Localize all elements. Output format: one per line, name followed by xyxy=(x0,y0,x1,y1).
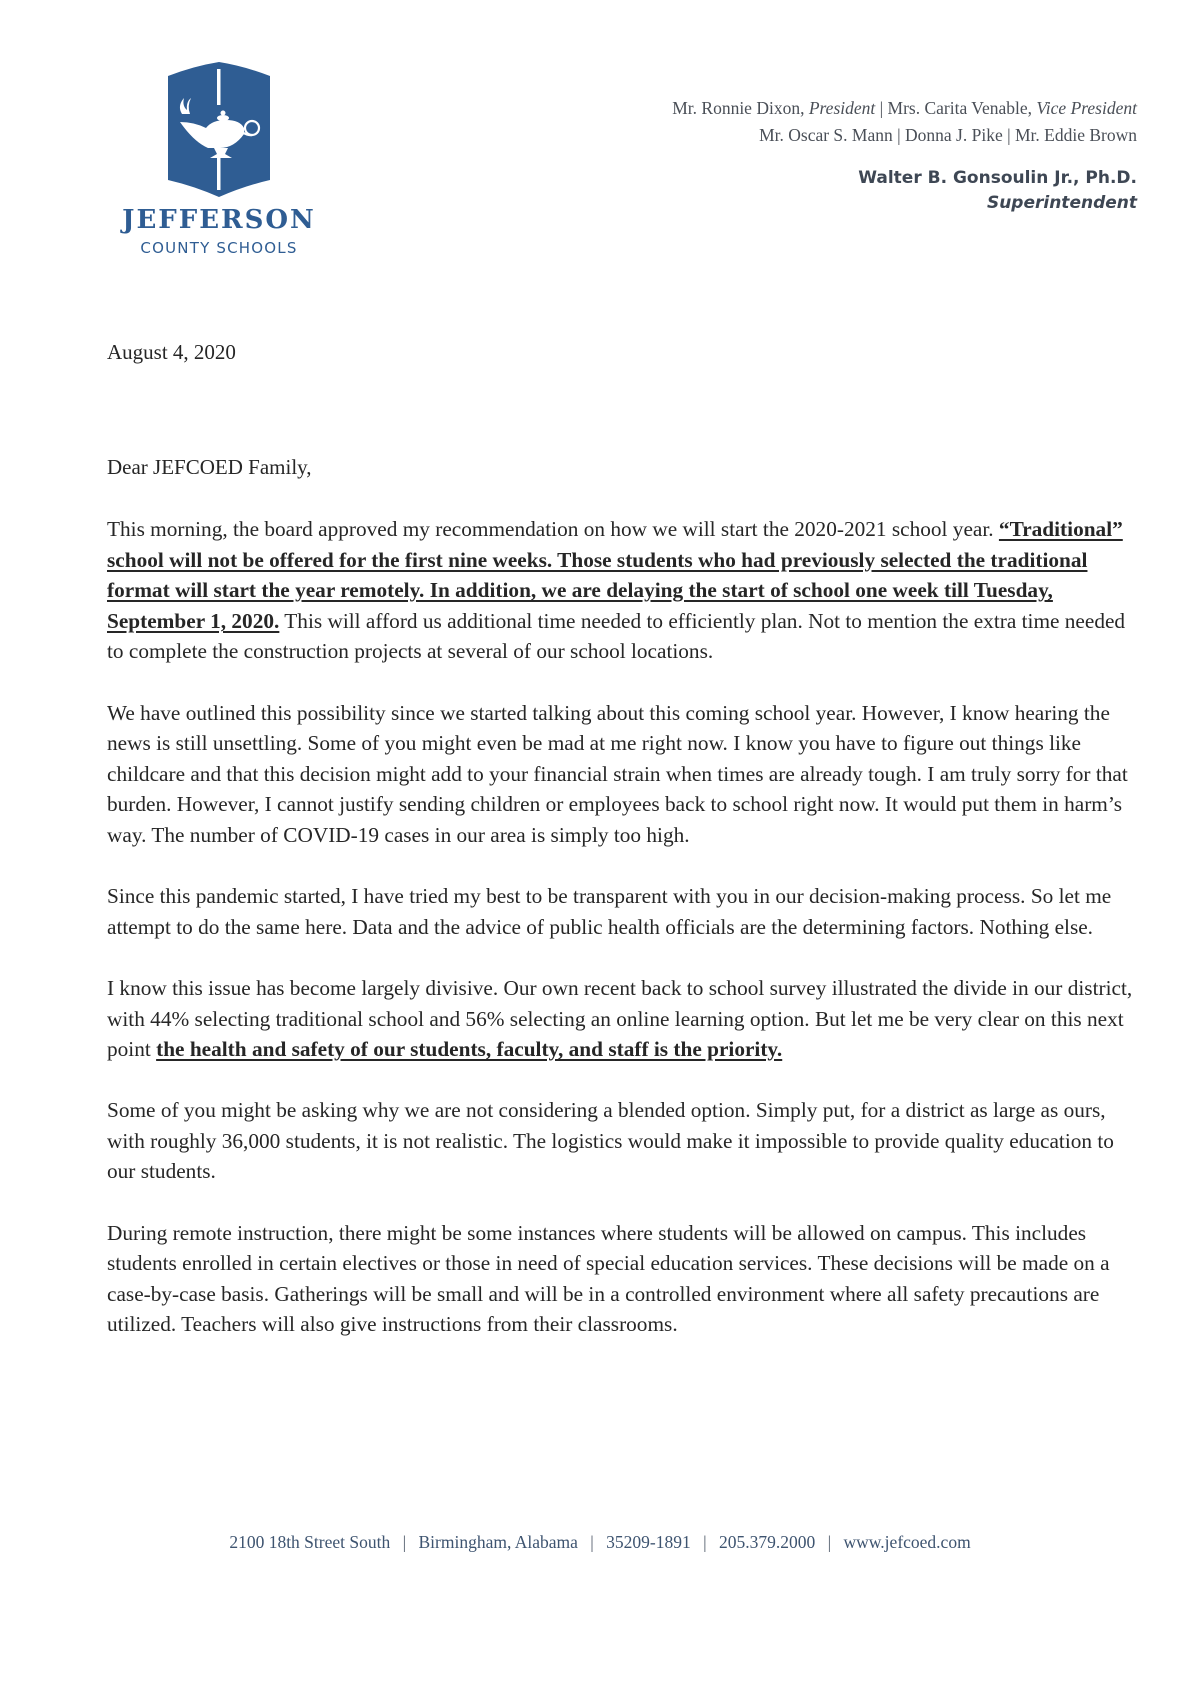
paragraph-survey xyxy=(107,973,1142,1065)
president-name: Mr. Ronnie Dixon, xyxy=(672,98,805,118)
board-member: Mr. Eddie Brown xyxy=(1014,125,1137,145)
superintendent-title: Superintendent xyxy=(986,193,1137,213)
board-line-1 xyxy=(672,95,1137,122)
district-logo xyxy=(112,62,326,257)
footer-street: 2100 18th Street South xyxy=(229,1532,391,1552)
separator: | xyxy=(402,1532,407,1552)
paragraph-transparency: Since this pandemic started, I have tried my best to be transparent with you in our decision-making process. So let me attempt to do the same here. Data and the advice of public health officials are the determining factors. Nothing else. xyxy=(107,884,1112,939)
letter-date: August 4, 2020 xyxy=(107,340,236,364)
paragraph-rationale: We have outlined this possibility since we started talking about this coming school year. However, I know hearing the news is still unsettling. Some of you might even be mad at me right now. I know you have to figure out things like childcare and that this decision might add to your financial strain when times are already tough. I am truly sorry for that burden. However, I cannot justify sending children or employees back to school right now. It would put them in harm’s way. The number of COVID-19 cases in our area is simply too high. xyxy=(107,700,1128,847)
separator: | xyxy=(1007,125,1011,145)
paragraph-text: This will afford us additional time needed to efficiently plan. Not to mention the extra time needed to complete the construction projects at several of our school locations. xyxy=(107,608,1126,664)
separator: | xyxy=(879,98,884,118)
vice-president-name: Mrs. Carita Venable, xyxy=(887,98,1033,118)
footer-zip: 35209-1891 xyxy=(606,1532,691,1552)
letterhead-officials xyxy=(672,95,1137,215)
footer-city: Birmingham, Alabama xyxy=(418,1532,578,1552)
emphasized-announcement: “Traditional” school will not be offered for the first nine weeks. Those students who had previously selected the traditional format will start the year remotely. In addition, we are delaying the start of school one week till Tuesday, September 1, 2020. xyxy=(107,517,1123,633)
paragraph-text: I know this issue has become largely divisive. Our own recent back to school survey illustrated the divide in our district, with 44% selecting traditional school and 56% selecting an online learning option. But let me be very clear on this next point xyxy=(107,975,1133,1062)
letter-body xyxy=(107,514,1142,1371)
paragraph-text: This morning, the board approved my recommendation on how we will start the 2020-2021 school year. xyxy=(107,517,999,541)
board-line-2 xyxy=(672,122,1137,149)
emphasized-priority: the health and safety of our students, faculty, and staff is the priority. xyxy=(156,1037,783,1062)
letter-greeting: Dear JEFCOED Family, xyxy=(107,455,312,479)
footer-website-link[interactable]: www.jefcoed.com xyxy=(843,1532,971,1552)
separator: | xyxy=(897,125,901,145)
board-member: Mr. Oscar S. Mann xyxy=(759,125,893,145)
vice-president-title: Vice President xyxy=(1036,98,1137,118)
paragraph-announcement xyxy=(107,514,1142,667)
logo-wordmark: JEFFERSON xyxy=(122,205,316,235)
lamp-of-knowledge-icon xyxy=(164,62,274,197)
superintendent-block xyxy=(672,165,1137,215)
logo-subtitle: COUNTY SCHOOLS xyxy=(140,239,298,257)
board-member: Donna J. Pike xyxy=(905,125,1003,145)
separator: | xyxy=(703,1532,707,1552)
paragraph-remote-instruction: During remote instruction, there might be some instances where students will be allowed on campus. This includes students enrolled in certain electives or those in need of special education services. These decisions will be made on a case-by-case basis. Gatherings will be small and will be in a controlled environment where all safety precautions are utilized. Teachers will also give instructions from their classrooms. xyxy=(107,1220,1110,1337)
separator: | xyxy=(827,1532,832,1552)
superintendent-name: Walter B. Gonsoulin Jr., Ph.D. xyxy=(858,168,1137,188)
separator: | xyxy=(590,1532,594,1552)
paragraph-blended-option: Some of you might be asking why we are not considering a blended option. Simply put, for a district as large as ours, with roughly 36,000 students, it is not realistic. The logistics would make it impossible to provide quality education to our students. xyxy=(107,1098,1114,1184)
footer-phone: 205.379.2000 xyxy=(719,1532,816,1552)
president-title: President xyxy=(808,98,876,118)
letterhead-footer xyxy=(0,1532,1200,1553)
